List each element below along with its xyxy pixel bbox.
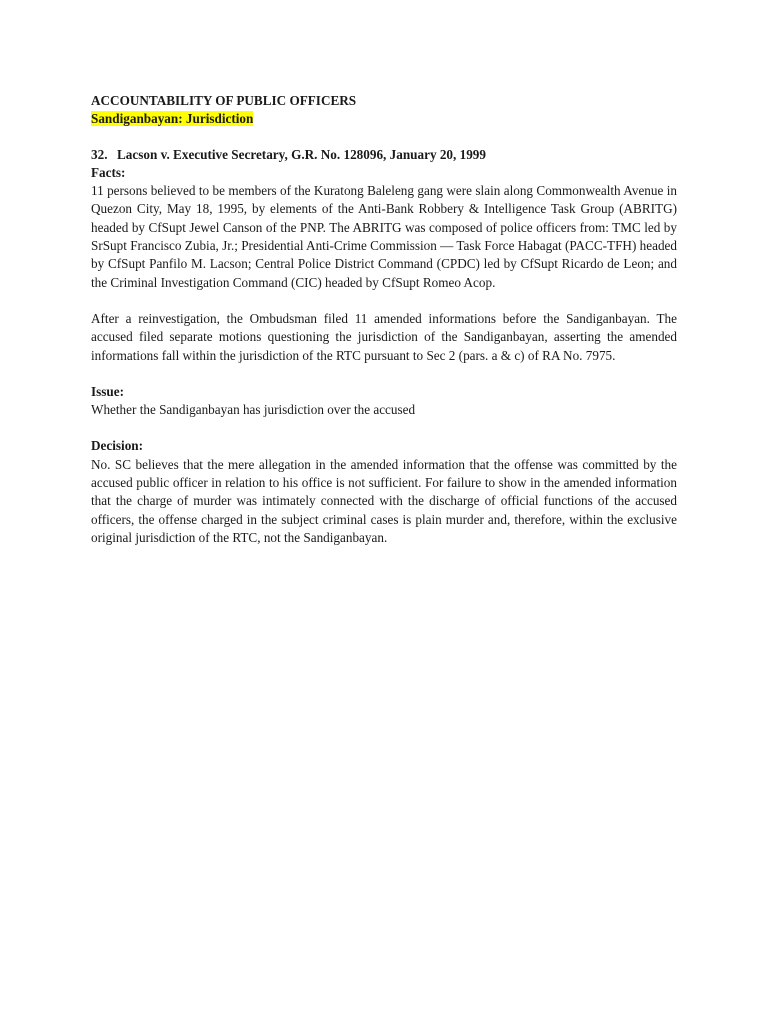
case-number: 32.: [91, 146, 108, 162]
decision-label: Decision:: [91, 438, 144, 454]
decision-text: No. SC believes that the mere allegation in the amended information that the offense was committed by the accused public officer in relation to his office is not sufficient. For failure to show in the amended information that the charge of murder was intimately connected with the discharge of official functions of the accused officers, the offense charged in the subject criminal cases is plain murder and, therefore, within the exclusive original jurisdiction of the RTC, not the Sandiganbayan.: [91, 456, 677, 545]
paragraph-gap: [91, 365, 677, 383]
paragraph-gap: [91, 292, 677, 310]
document-subtitle: [91, 110, 677, 128]
facts-paragraph-2: After a reinvestigation, the Ombudsman filed 11 amended informations before the Sandiganbayan. The accused filed separate motions questioning the jurisdiction of the Sandiganbayan, asserting the amended informations fall within the jurisdiction of the RTC pursuant to Sec 2 (pars. a & c) of RA No. 7975.: [91, 310, 677, 363]
issue-label: Issue:: [91, 383, 124, 399]
document-title: ACCOUNTABILITY OF PUBLIC OFFICERS: [91, 93, 357, 108]
case-heading: [91, 146, 677, 164]
issue-text: Whether the Sandiganbayan has jurisdiction over the accused: [91, 402, 416, 418]
facts-label: Facts:: [91, 164, 126, 180]
case-title: Lacson v. Executive Secretary, G.R. No. 128096, January 20, 1999: [117, 146, 486, 162]
facts-paragraph-1: 11 persons believed to be members of the Kuratong Baleleng gang were slain along Commonwealth Avenue in Quezon City, May 18, 1995, by elements of the Anti-Bank Robbery & Intelligence Task Group (ABRITG) headed by CfSupt Jewel Canson of the PNP. The ABRITG was composed of police officers from: TMC led by SrSupt Francisco Zubia, Jr.; Presidential Anti-Crime Commission — Task Force Habagat (PACC-TFH) headed by CfSupt Panfilo M. Lacson; Central Police District Command (CPDC) led by CfSupt Ricardo de Leon; and the Criminal Investigation Command (CIC) headed by CfSupt Romeo Acop.: [91, 183, 677, 290]
subtitle-highlight: Sandiganbayan: Jurisdiction: [91, 111, 254, 127]
document-page: [91, 92, 677, 547]
paragraph-gap: [91, 419, 677, 437]
